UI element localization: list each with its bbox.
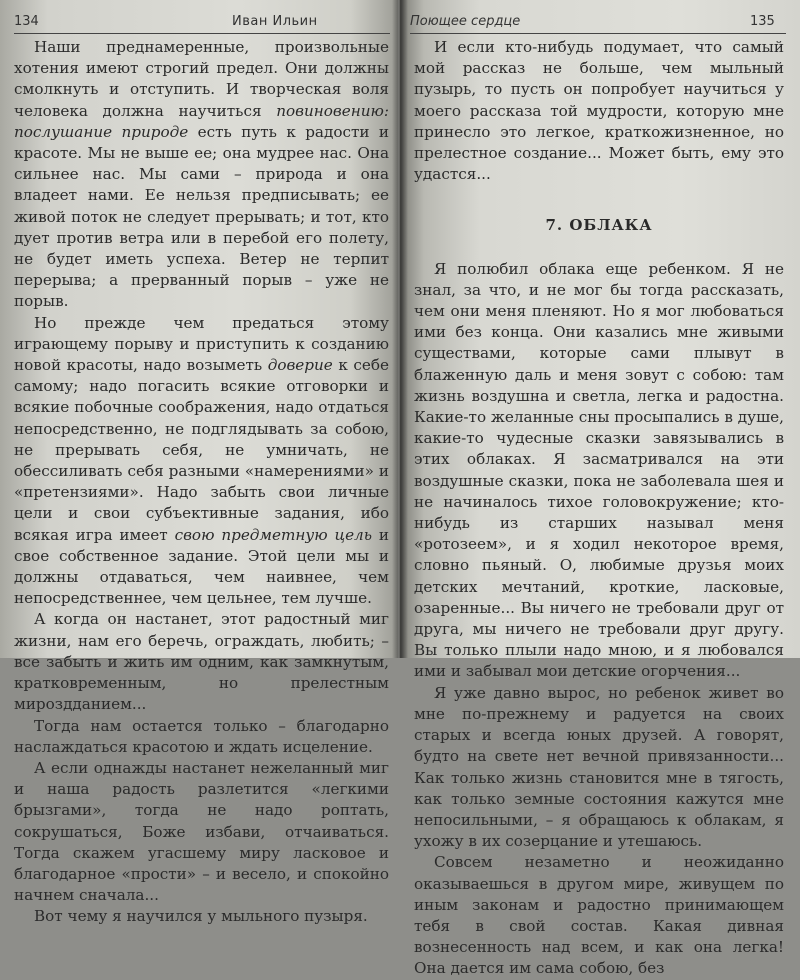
- left-paragraph: [14, 906, 389, 927]
- text-run: А если однажды настанет нежеланный миг и наша радость разлетится «легкими брызгами», тогда не надо роптать, сокрушаться, Боже избави, отчаиваться. Тогда скажем угасшему миру ласковое и благодарное «прости» – и весело, и спокойно начнем сначала...: [14, 758, 389, 905]
- book-gutter: [392, 0, 408, 658]
- text-run: к себе самому; надо погасить всякие отговорки и всякие побочные соображения, надо отдаться непосредственно, не подглядывать за собою, не прерывать себя, не умничать, не обессиливать себя разными «намерениями» и «претензиями». Надо забыть свои личные цели и свои субъективные задания, ибо всякая игра имеет: [14, 356, 389, 544]
- right-paragraph: Я уже давно вырос, но ребенок живет во мне по-прежнему и радуется на своих старых и всегда юных друзей. А говорят, будто на свете нет вечной привязанности... Как только жизнь становится мне в тягость, как только земные состояния кажутся мне непосильными, – я обращаюсь к облакам, я ухожу в их созерцание и утешаюсь.: [414, 683, 784, 851]
- right-header-rule: [410, 33, 786, 34]
- text-run: Но прежде чем предаться этому играющему порыву и приступить к созданию новой красоты, надо возыметь: [14, 313, 389, 375]
- left-running-head: Иван Ильин: [232, 14, 318, 29]
- text-run: Наши преднамеренные, произвольные хотения имеют строгий предел. Они должны смолкнуть и отступить. И творческая воля человека должна научиться: [14, 38, 389, 120]
- left-paragraph: [14, 758, 389, 906]
- right-page: [400, 0, 800, 978]
- right-intro-paragraph: И если кто-нибудь подумает, что самый мой рассказ не больше, чем мыльный пузырь, то пусть он попробует научиться у моего рассказа той мудрости, которую мне принесло это легкое, краткожизненное, но прелестное создание... Может быть, ему это удастся...: [414, 38, 784, 184]
- text-run: есть путь к радости и красоте. Мы не выше ее; она мудрее нас. Она сильнее нас. Мы сами – природа и она владеет нами. Ее нельзя предписывать; ее живой поток не следует прерывать; и тот, кто дует против ветра или в перебой его полету, не будет иметь успеха. Ветер не терпит перерыва; а прерванный порыв – уже не порыв.: [14, 122, 390, 311]
- text-run: А когда он настанет, этот радостный миг жизни, нам его беречь, ограждать, любить; – все забыть и жить им одним, как замкнутым, кратковременным, но прелестным мироздданием...: [14, 610, 389, 714]
- left-paragraph: [14, 609, 389, 715]
- right-paragraph: Совсем незаметно и неожиданно оказываешься в другом мире, живущем по иным законам и радостно принимающем тебя в свой состав. Какая дивная вознесенность над всем, и как она легка! Она дается им сама собою, без: [414, 853, 784, 978]
- italic-phrase: повиновению: послушание природе: [14, 101, 389, 141]
- right-paragraph: Я полюбил облака еще ребенком. Я не знал, за что, и не мог бы тогда рассказать, чем они меня пленяют. Но я мог любоваться ими без конца. Они казались мне живыми существами, которые сами плывут в блаженную даль и меня зовут с собою: там жизнь воздушна и светла, легка и радостна. Какие-то желанные сны просыпались в душе, какие-то чудесные сказки завязывались в этих облаках. Я засматривался на эти воздушные сказки, пока не заболевала шея и не начиналось тихое головокружение; кто-нибудь из старших называл меня «ротозеем», и я ходил некоторое время, словно пьяный. О, любимые друзья моих детских мечтаний, кроткие, ласковые, озаренные... Вы ничего не требовали друг от друга, мы ничего не требовали друг другу. Вы только плыли надо мною, и я любовался ими и забывал мои детские огорчения...: [414, 259, 785, 681]
- chapter-title: 7. ОБЛАКА: [545, 216, 653, 235]
- left-paragraph: [14, 313, 389, 610]
- left-paragraph: [14, 716, 389, 758]
- left-page-text: [14, 37, 389, 928]
- text-run: Вот чему я научился у мыльного пузыря.: [34, 907, 368, 926]
- right-running-head: Поющее сердце: [410, 14, 521, 29]
- italic-phrase: доверие: [267, 356, 333, 375]
- left-header-rule: [14, 33, 390, 34]
- italic-phrase: свою предметную цель: [174, 525, 372, 544]
- right-page-number: 135: [750, 14, 775, 29]
- right-page-text: [414, 37, 784, 980]
- text-run: Тогда нам остается только – благодарно наслаждаться красотою и ждать исцеление.: [14, 716, 389, 756]
- left-page: [0, 0, 398, 926]
- text-run: и свое собственное задание. Этой цели мы и должны отдаваться, чем наивнее, чем непосредственнее, чем цельнее, тем лучше.: [14, 525, 389, 608]
- left-page-number: 134: [14, 14, 39, 29]
- left-paragraph: [14, 37, 389, 313]
